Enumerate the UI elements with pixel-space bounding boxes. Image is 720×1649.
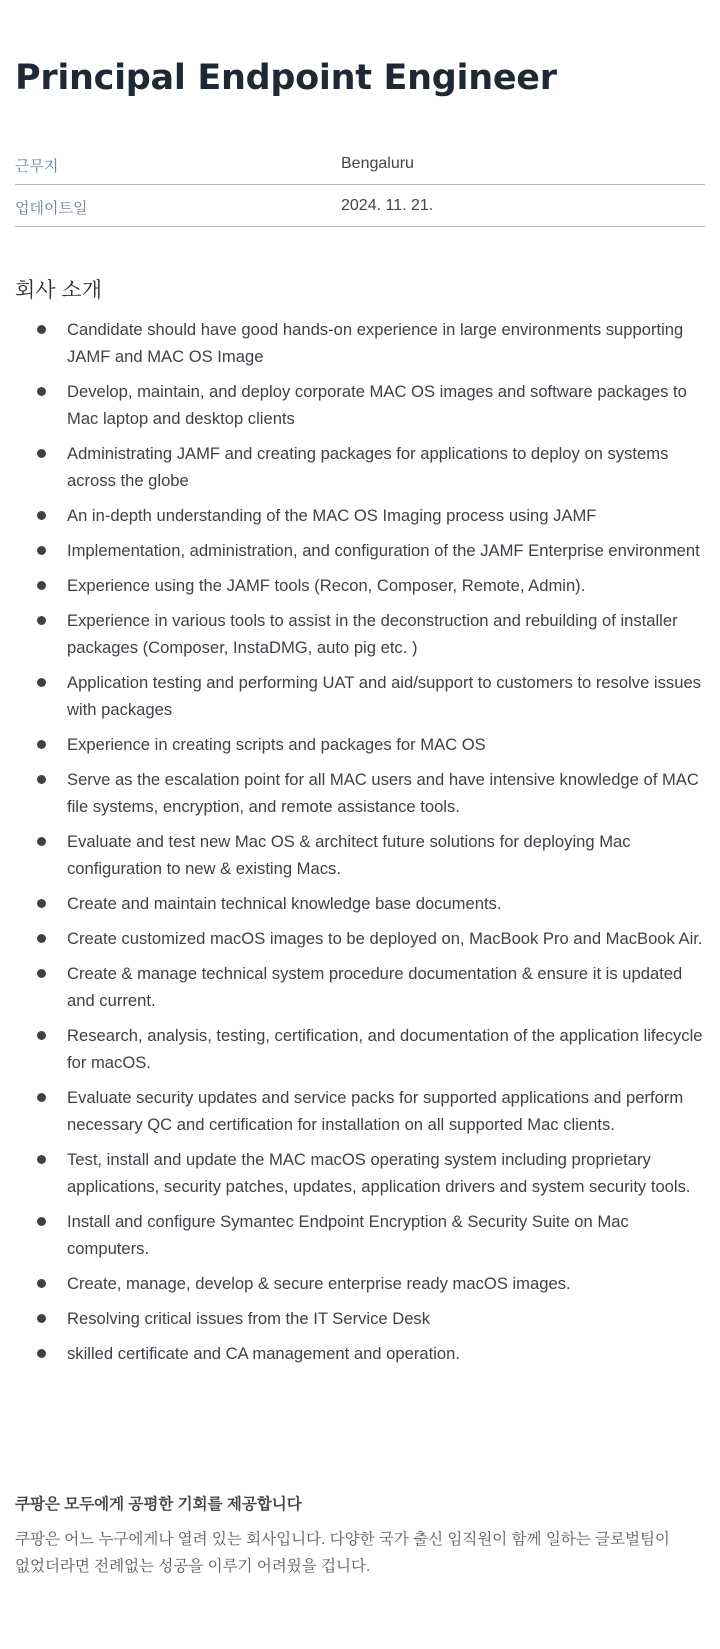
list-item-text: Experience in creating scripts and packages for MAC OS (67, 735, 486, 754)
list-item (15, 925, 707, 952)
bullet-icon (37, 1314, 46, 1323)
bullet-icon (37, 1279, 46, 1288)
bullet-icon (37, 899, 46, 908)
bullet-icon (37, 1031, 46, 1040)
list-item-text: An in-depth understanding of the MAC OS Imaging process using JAMF (67, 506, 597, 525)
updated-label: 업데이트일 (15, 200, 88, 217)
list-item-text: Develop, maintain, and deploy corporate MAC OS images and software packages to Mac laptop and desktop clients (67, 382, 687, 428)
meta-row-updated (15, 185, 705, 227)
list-item (15, 731, 707, 758)
list-item (15, 607, 707, 661)
bullet-icon (37, 387, 46, 396)
meta-row-location (15, 143, 705, 185)
bullet-icon (37, 1217, 46, 1226)
list-item (15, 1022, 707, 1076)
list-item (15, 440, 707, 494)
list-item-text: Candidate should have good hands-on experience in large environments supporting JAMF and MAC OS Image (67, 320, 684, 366)
list-item-text: Research, analysis, testing, certification, and documentation of the application lifecycle for macOS. (67, 1026, 703, 1072)
bullet-icon (37, 616, 46, 625)
bullet-icon (37, 1093, 46, 1102)
list-item-text: Test, install and update the MAC macOS operating system including proprietary applications, security patches, updates, application drivers and system security tools. (67, 1150, 691, 1196)
bullet-icon (37, 325, 46, 334)
list-item (15, 316, 707, 370)
bullet-icon (37, 775, 46, 784)
list-item-text: Implementation, administration, and configuration of the JAMF Enterprise environment (67, 541, 700, 560)
location-value: Bengaluru (341, 155, 414, 172)
list-item (15, 1305, 707, 1332)
list-item-text: Administrating JAMF and creating packages for applications to deploy on systems across the globe (67, 444, 669, 490)
list-item (15, 960, 707, 1014)
equal-opportunity-text: 쿠팡은 어느 누구에게나 열려 있는 회사입니다. 다양한 국가 출신 임직원이 함께 일하는 글로벌팀이 없었더라면 전례없는 성공을 이루기 어려웠을 겁니다. (15, 1531, 670, 1575)
bullet-icon (37, 449, 46, 458)
list-item (15, 1270, 707, 1297)
list-item (15, 890, 707, 917)
list-item (15, 1146, 707, 1200)
list-item (15, 1340, 707, 1367)
bullet-icon (37, 837, 46, 846)
updated-value: 2024. 11. 21. (341, 197, 434, 214)
list-item (15, 572, 707, 599)
list-item-text: Experience in various tools to assist in the deconstruction and rebuilding of installer packages (Composer, InstaDMG, auto pig etc. ) (67, 611, 678, 657)
bullet-icon (37, 1349, 46, 1358)
list-item-text: Evaluate and test new Mac OS & architect future solutions for deploying Mac configuration to new & existing Macs. (67, 832, 631, 878)
equal-opportunity-title: 쿠팡은 모두에게 공평한 기회를 제공합니다 (15, 1496, 302, 1513)
list-item-text: Install and configure Symantec Endpoint Encryption & Security Suite on Mac computers. (67, 1212, 629, 1258)
list-item (15, 1208, 707, 1262)
list-item-text: Application testing and performing UAT and aid/support to customers to resolve issues with packages (67, 673, 701, 719)
list-item (15, 766, 707, 820)
list-item (15, 828, 707, 882)
bullet-icon (37, 740, 46, 749)
job-title: Principal Endpoint Engineer (15, 58, 557, 98)
list-item (15, 502, 707, 529)
list-item-text: Create and maintain technical knowledge base documents. (67, 894, 502, 913)
bullet-icon (37, 1155, 46, 1164)
bullet-icon (37, 934, 46, 943)
list-item-text: Resolving critical issues from the IT Service Desk (67, 1309, 431, 1328)
list-item-text: Create & manage technical system procedure documentation & ensure it is updated and current. (67, 964, 683, 1010)
list-item (15, 537, 707, 564)
list-item-text: Serve as the escalation point for all MAC users and have intensive knowledge of MAC file systems, encryption, and remote assistance tools. (67, 770, 699, 816)
list-item (15, 669, 707, 723)
bullet-icon (37, 678, 46, 687)
bullet-icon (37, 511, 46, 520)
list-item (15, 1084, 707, 1138)
requirements-list (15, 316, 707, 1375)
section-heading-company-intro: 회사 소개 (15, 279, 102, 302)
bullet-icon (37, 546, 46, 555)
location-label: 근무지 (15, 158, 59, 175)
list-item-text: Evaluate security updates and service packs for supported applications and perform necessary QC and certification for installation on all supported Mac clients. (67, 1088, 684, 1134)
bullet-icon (37, 969, 46, 978)
list-item-text: Create, manage, develop & secure enterprise ready macOS images. (67, 1274, 571, 1293)
list-item-text: Experience using the JAMF tools (Recon, Composer, Remote, Admin). (67, 576, 586, 595)
bullet-icon (37, 581, 46, 590)
job-meta-table (15, 143, 705, 227)
list-item (15, 378, 707, 432)
list-item-text: skilled certificate and CA management and operation. (67, 1344, 460, 1363)
list-item-text: Create customized macOS images to be deployed on, MacBook Pro and MacBook Air. (67, 929, 703, 948)
